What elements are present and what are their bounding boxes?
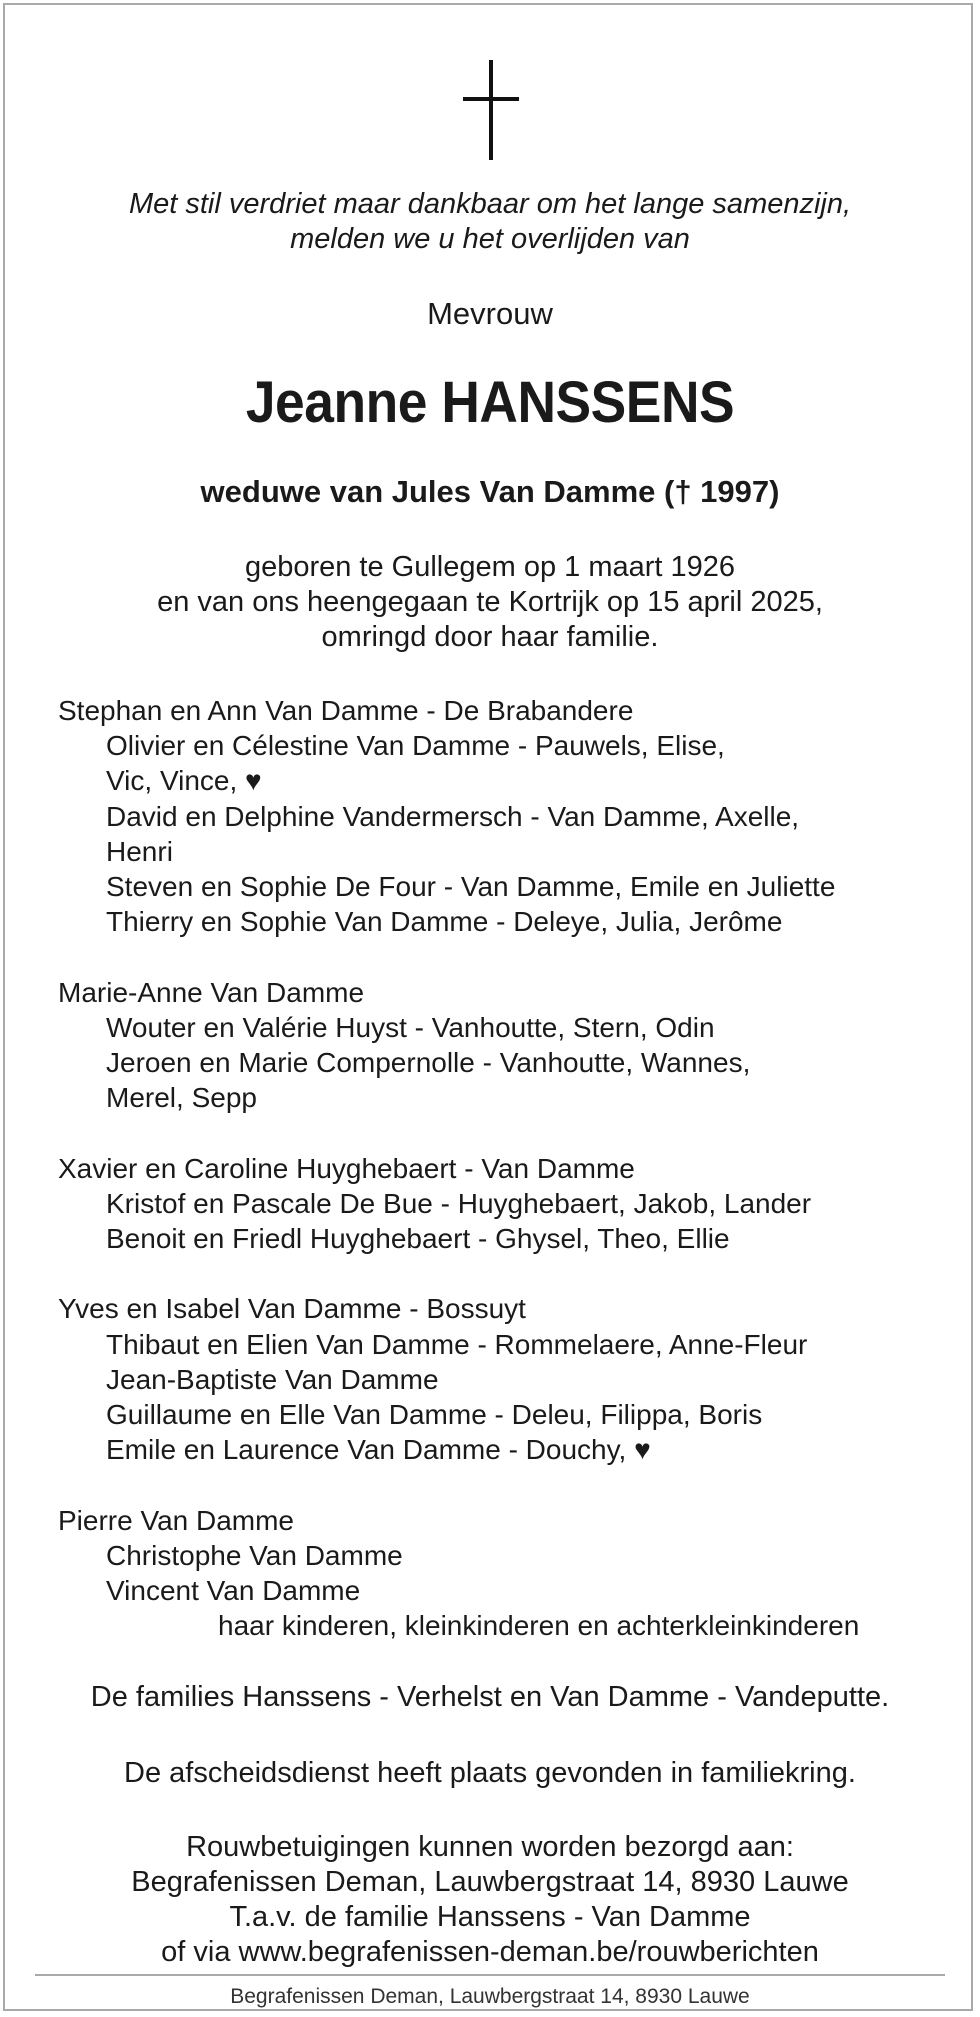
- condolences-attention: T.a.v. de familie Hanssens - Van Damme: [229, 1901, 751, 1933]
- family-member: Henri: [106, 835, 173, 867]
- birth-line: geboren te Gullegem op 1 maart 1926: [244, 551, 736, 583]
- family-member: Emile en Laurence Van Damme - Douchy, ♥: [106, 1434, 651, 1466]
- family-list: [58, 693, 938, 1643]
- condolences-line: Rouwbetuigingen kunnen worden bezorgd aan:: [186, 1831, 794, 1863]
- deceased-name: Jeanne HANSSENS: [245, 370, 735, 435]
- footer-text: Begrafenissen Deman, Lauwbergstraat 14, 8930 Lauwe: [230, 1985, 750, 2008]
- family-member: David en Delphine Vandermersch - Van Damme, Axelle,: [106, 800, 800, 832]
- condolences-address: Begrafenissen Deman, Lauwbergstraat 14, 8930 Lauwe: [131, 1866, 849, 1898]
- birth-death-info: [0, 550, 980, 655]
- family-summary: haar kinderen, kleinkinderen en achterkleinkinderen: [218, 1610, 860, 1642]
- family-member: Olivier en Célestine Van Damme - Pauwels, Elise,: [106, 730, 725, 762]
- family-member: Thibaut en Elien Van Damme - Rommelaere, Anne-Fleur: [106, 1328, 808, 1360]
- family-member: Vincent Van Damme: [106, 1575, 361, 1607]
- family-member: Kristof en Pascale De Bue - Huyghebaert, Jakob, Lander: [106, 1187, 812, 1219]
- cross-icon: [463, 60, 519, 160]
- family-head: Marie-Anne Van Damme: [58, 976, 365, 1008]
- intro-line: melden we u het overlijden van: [290, 223, 690, 255]
- widow-of: weduwe van Jules Van Damme († 1997): [200, 474, 780, 509]
- intro-line: Met stil verdriet maar dankbaar om het lange samenzijn,: [128, 188, 852, 220]
- intro-text: [0, 187, 980, 257]
- condolences-info: [0, 1830, 980, 1970]
- salutation: Mevrouw: [427, 296, 553, 331]
- family-member: Steven en Sophie De Four - Van Damme, Emile en Juliette: [106, 871, 836, 903]
- family-member: Merel, Sepp: [106, 1082, 257, 1114]
- service-notice: De afscheidsdienst heeft plaats gevonden in familiekring.: [124, 1757, 856, 1789]
- family-member: Christophe Van Damme: [106, 1539, 403, 1571]
- family-head: Xavier en Caroline Huyghebaert - Van Damme: [58, 1152, 635, 1184]
- condolences-website: of via www.begrafenissen-deman.be/rouwberichten: [161, 1936, 819, 1968]
- family-member: Vic, Vince, ♥: [106, 765, 262, 797]
- family-member: Jeroen en Marie Compernolle - Vanhoutte, Wannes,: [106, 1047, 751, 1079]
- extended-families: De families Hanssens - Verhelst en Van Damme - Vandeputte.: [90, 1681, 890, 1713]
- family-head: Stephan en Ann Van Damme - De Brabandere: [58, 695, 634, 726]
- footer-divider: [35, 1974, 945, 1976]
- family-head: Pierre Van Damme: [58, 1504, 295, 1536]
- family-line: omringd door haar familie.: [321, 621, 659, 653]
- family-member: Guillaume en Elle Van Damme - Deleu, Filippa, Boris: [106, 1399, 763, 1431]
- family-head: Yves en Isabel Van Damme - Bossuyt: [58, 1293, 526, 1325]
- family-member: Benoit en Friedl Huyghebaert - Ghysel, Theo, Ellie: [106, 1223, 730, 1255]
- family-member: Wouter en Valérie Huyst - Vanhoutte, Stern, Odin: [106, 1011, 715, 1043]
- family-member: Thierry en Sophie Van Damme - Deleye, Julia, Jerôme: [106, 906, 783, 938]
- death-line: en van ons heengegaan te Kortrijk op 15 april 2025,: [157, 586, 823, 618]
- family-member: Jean-Baptiste Van Damme: [106, 1363, 439, 1395]
